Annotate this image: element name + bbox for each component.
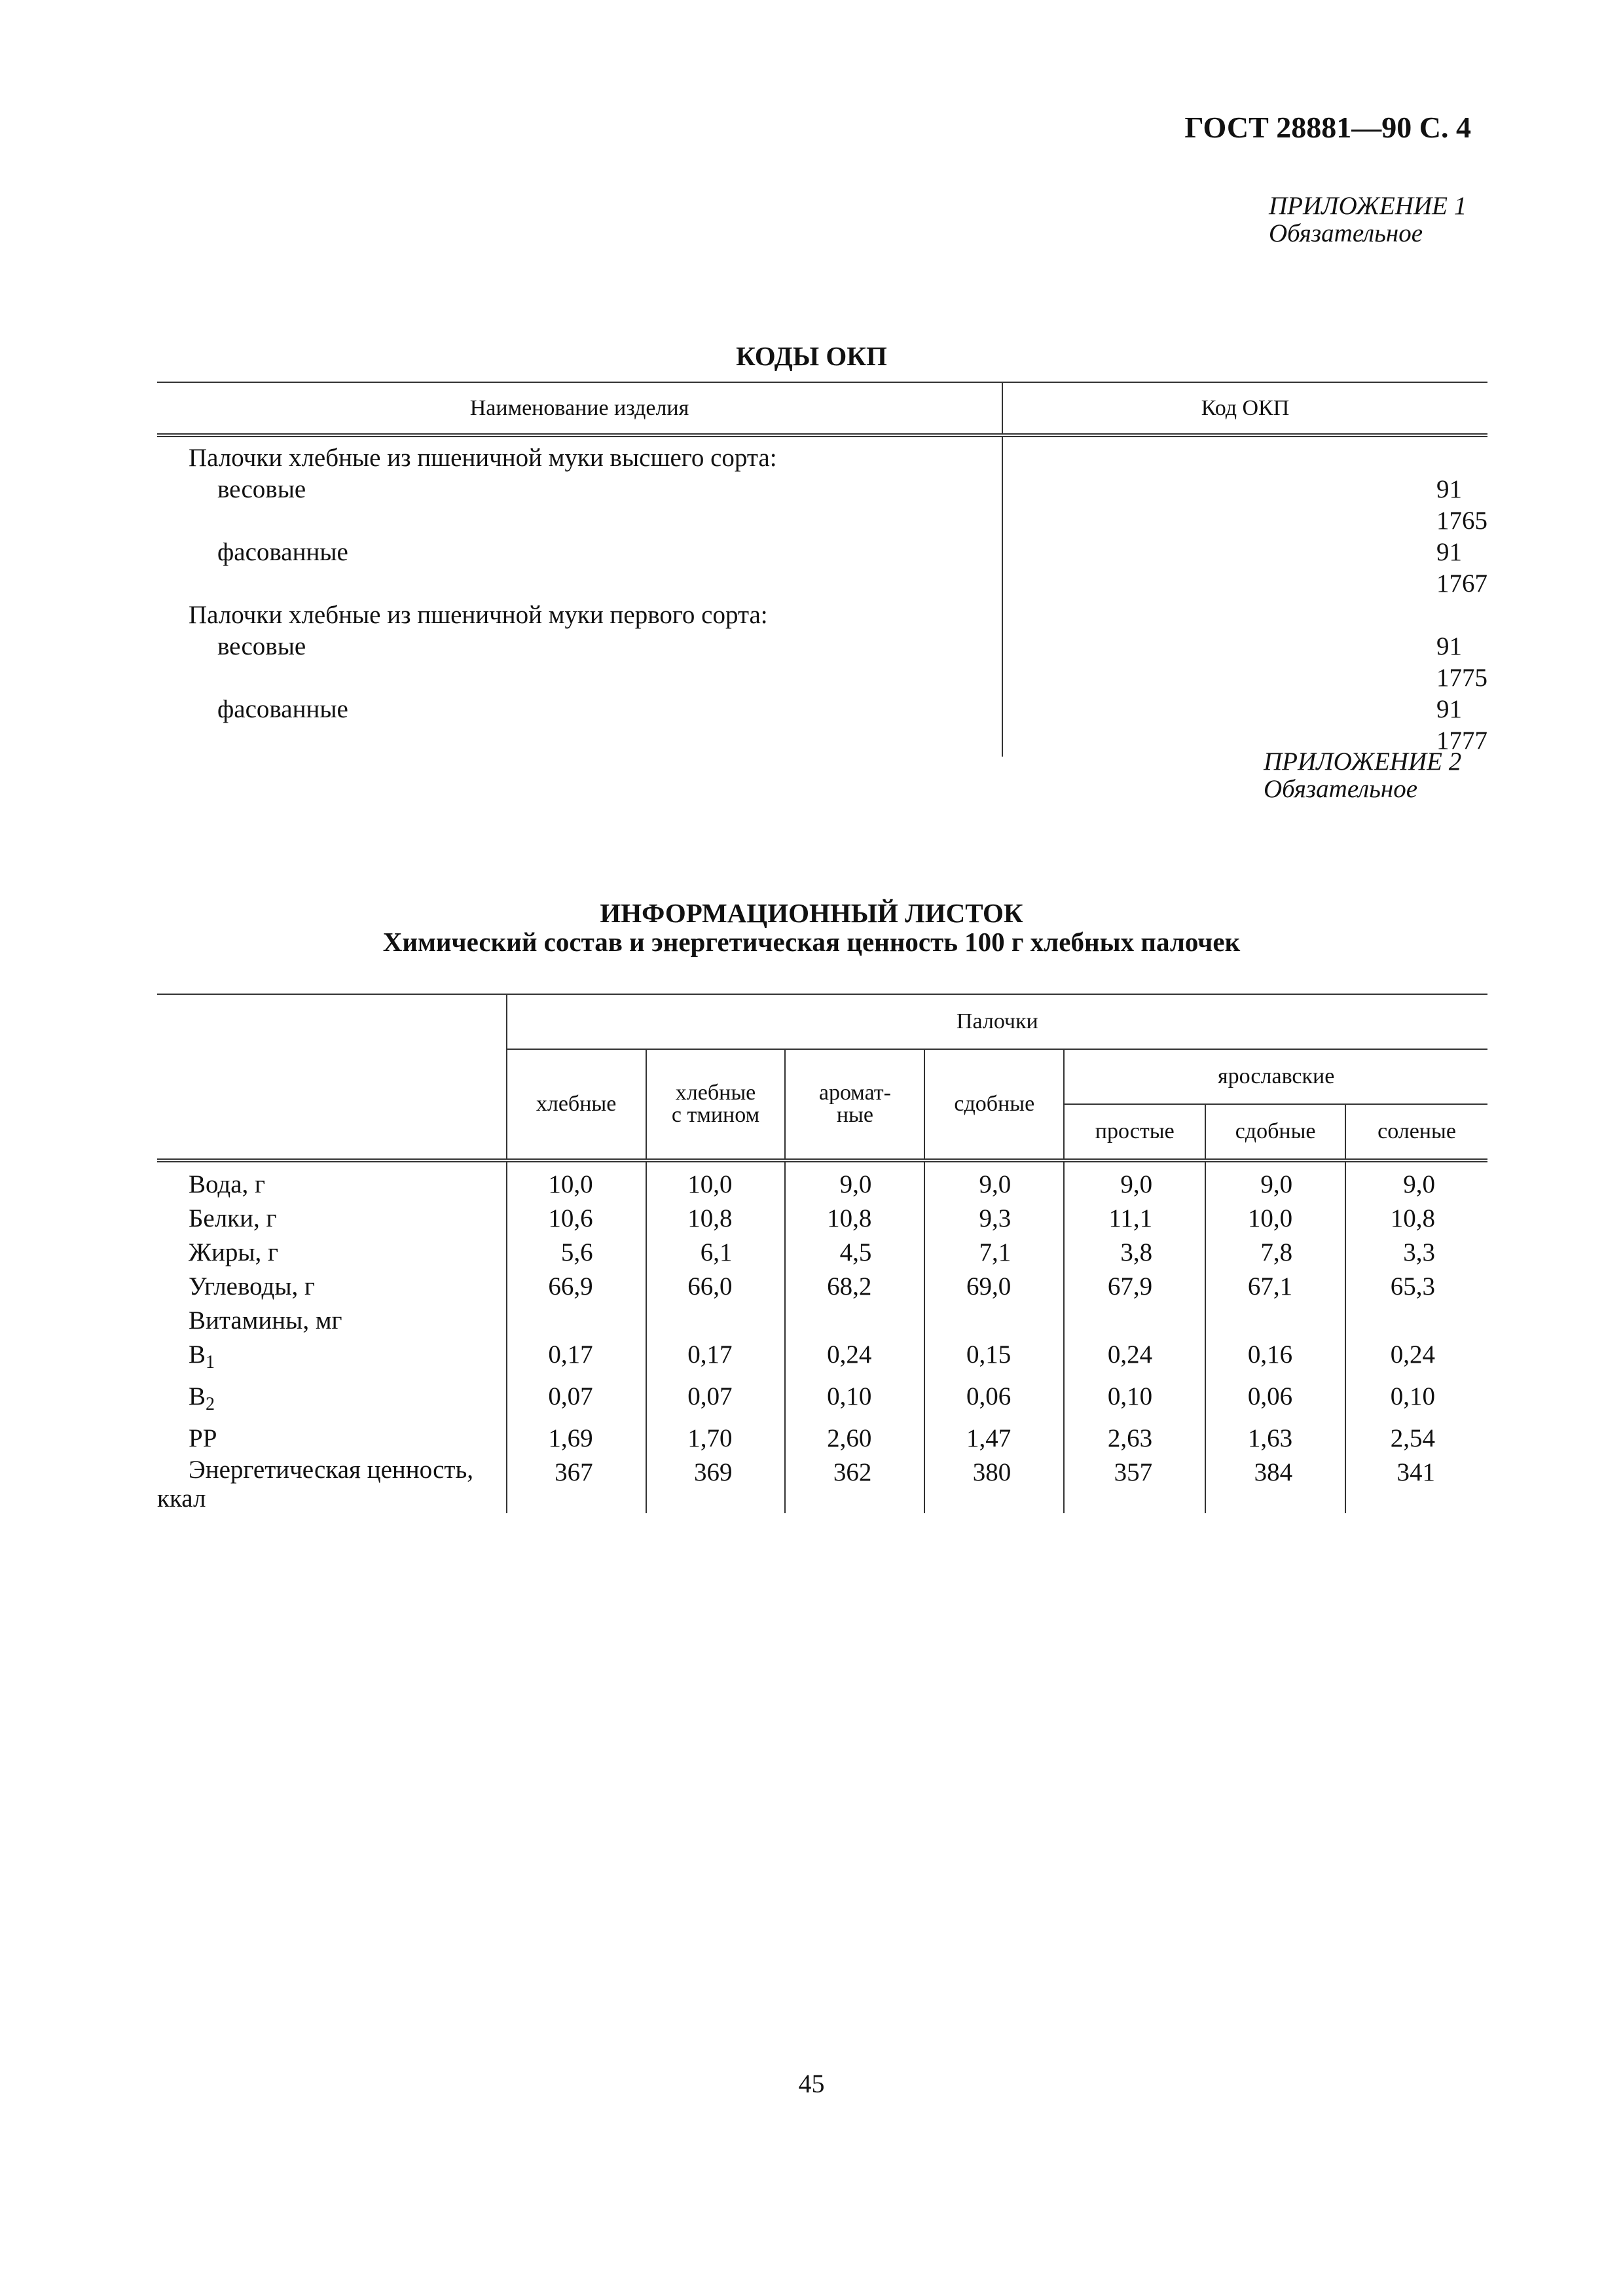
cell-value: 0,24 <box>1345 1338 1487 1380</box>
cell-value: 367 <box>507 1456 646 1513</box>
cell-value: 369 <box>646 1456 786 1513</box>
appendix-1-title: ПРИЛОЖЕНИЕ 1 <box>1269 192 1467 220</box>
cell-value: 1,70 <box>646 1422 786 1456</box>
cell-value: 9,0 <box>924 1160 1064 1202</box>
cell-value: 4,5 <box>785 1236 924 1270</box>
table-row <box>157 474 1487 537</box>
cell-value: 380 <box>924 1456 1064 1513</box>
cell-value: 0,17 <box>646 1338 786 1380</box>
cell-value: 69,0 <box>924 1270 1064 1304</box>
cell-value: 10,0 <box>507 1160 646 1202</box>
row-label: Вода, г <box>189 1170 266 1198</box>
composition-table-body <box>157 1160 1487 1513</box>
okp-col-name-header: Наименование изделия <box>157 382 1002 435</box>
cell-value: 65,3 <box>1345 1270 1487 1304</box>
table-row <box>157 1160 1487 1202</box>
okp-code: 91 1767 <box>1436 538 1487 598</box>
cell-value: 10,6 <box>507 1202 646 1236</box>
table-row <box>157 1380 1487 1422</box>
row-label: Жиры, г <box>189 1238 279 1266</box>
cell-value: 10,0 <box>646 1160 786 1202</box>
cell-value: 11,1 <box>1064 1202 1205 1236</box>
row-label: Энергетическая ценность, ккал <box>157 1456 473 1513</box>
cell-value: 357 <box>1064 1456 1205 1513</box>
table-row <box>157 1202 1487 1236</box>
cell-value: 7,1 <box>924 1236 1064 1270</box>
table-row <box>157 1338 1487 1380</box>
cell-value: 2,60 <box>785 1422 924 1456</box>
cell-value: 10,8 <box>785 1202 924 1236</box>
info-sheet-title: ИНФОРМАЦИОННЫЙ ЛИСТОК <box>600 898 1023 928</box>
cell-value: 10,8 <box>646 1202 786 1236</box>
cell-value: 3,3 <box>1345 1236 1487 1270</box>
cell-value: 0,24 <box>1064 1338 1205 1380</box>
product-name: фасованные <box>157 537 1002 600</box>
cell-value: 9,0 <box>1345 1160 1487 1202</box>
cell-value: 3,8 <box>1064 1236 1205 1270</box>
product-name: Палочки хлебные из пшеничной муки первого сорта: <box>157 600 1002 631</box>
cell-value: 1,69 <box>507 1422 646 1456</box>
cell-value: 0,10 <box>1064 1380 1205 1422</box>
group-header-sticks: Палочки <box>507 994 1487 1049</box>
col-header-aromatic-line1: аромат- <box>818 1081 891 1105</box>
table-row <box>157 1422 1487 1456</box>
table-row <box>157 435 1487 474</box>
col-header-aromatic <box>785 1049 924 1160</box>
cell-value <box>646 1304 786 1338</box>
composition-table <box>157 994 1487 1513</box>
cell-value: 6,1 <box>646 1236 786 1270</box>
cell-value: 362 <box>785 1456 924 1513</box>
col-header-caraway-line2: с тмином <box>671 1103 760 1127</box>
product-name: Палочки хлебные из пшеничной муки высшего сорта: <box>157 435 1002 474</box>
okp-col-code-header: Код ОКП <box>1002 382 1487 435</box>
product-name: весовые <box>157 474 1002 537</box>
cell-value <box>924 1304 1064 1338</box>
cell-value: 9,0 <box>785 1160 924 1202</box>
cell-value: 0,16 <box>1205 1338 1345 1380</box>
row-label: Витамины, мг <box>189 1306 342 1335</box>
col-header-yaroslavl-rich: сдобные <box>1205 1104 1345 1160</box>
info-sheet-subtitle: Химический состав и энергетическая ценность 100 г хлебных палочек <box>382 927 1241 957</box>
cell-value: 0,24 <box>785 1338 924 1380</box>
okp-codes-table <box>157 382 1487 757</box>
cell-value: 2,63 <box>1064 1422 1205 1456</box>
cell-value: 68,2 <box>785 1270 924 1304</box>
table-row <box>157 1304 1487 1338</box>
cell-value: 10,8 <box>1345 1202 1487 1236</box>
group-header-yaroslavl: ярославские <box>1064 1049 1487 1104</box>
cell-value: 67,9 <box>1064 1270 1205 1304</box>
product-name: фасованные <box>157 694 1002 757</box>
table-row <box>157 1270 1487 1304</box>
info-sheet-title-block <box>0 899 1623 956</box>
cell-value: 9,3 <box>924 1202 1064 1236</box>
appendix-2-status: Обязательное <box>1264 775 1418 803</box>
appendix-2-title: ПРИЛОЖЕНИЕ 2 <box>1264 747 1462 776</box>
row-label-subscript: 1 <box>206 1352 215 1372</box>
row-label-subscript: 2 <box>206 1394 215 1414</box>
cell-value: 0,10 <box>1345 1380 1487 1422</box>
okp-table-title: КОДЫ ОКП <box>736 341 887 371</box>
row-header-corner <box>157 994 507 1160</box>
table-row <box>157 1456 1487 1513</box>
cell-value: 10,0 <box>1205 1202 1345 1236</box>
cell-value: 9,0 <box>1064 1160 1205 1202</box>
cell-value: 2,54 <box>1345 1422 1487 1456</box>
cell-value: 9,0 <box>1205 1160 1345 1202</box>
col-header-aromatic-line2: ные <box>836 1103 873 1127</box>
okp-code <box>1002 600 1487 631</box>
row-label: PP <box>189 1424 217 1452</box>
col-header-salted: соленые <box>1345 1104 1487 1160</box>
cell-value: 1,63 <box>1205 1422 1345 1456</box>
row-label: $B_2$ <box>189 1382 215 1414</box>
row-label: Белки, г <box>189 1204 277 1232</box>
row-label: $B_1$ <box>189 1340 215 1372</box>
row-label: Углеводы, г <box>189 1272 316 1300</box>
cell-value: 66,9 <box>507 1270 646 1304</box>
cell-value <box>1064 1304 1205 1338</box>
cell-value: 0,06 <box>924 1380 1064 1422</box>
cell-value: 0,15 <box>924 1338 1064 1380</box>
okp-code <box>1002 435 1487 474</box>
cell-value: 66,0 <box>646 1270 786 1304</box>
cell-value: 384 <box>1205 1456 1345 1513</box>
col-header-plain: простые <box>1064 1104 1205 1160</box>
table-row <box>157 537 1487 600</box>
appendix-1-label <box>1269 192 1467 247</box>
cell-value <box>507 1304 646 1338</box>
table-row <box>157 600 1487 631</box>
col-header-rich: сдобные <box>924 1049 1064 1160</box>
cell-value: 7,8 <box>1205 1236 1345 1270</box>
cell-value <box>785 1304 924 1338</box>
appendix-1-status: Обязательное <box>1269 219 1423 247</box>
cell-value: 341 <box>1345 1456 1487 1513</box>
col-header-bread: хлебные <box>507 1049 646 1160</box>
cell-value <box>1205 1304 1345 1338</box>
okp-code: 91 1775 <box>1436 632 1487 692</box>
cell-value: 5,6 <box>507 1236 646 1270</box>
col-header-caraway <box>646 1049 786 1160</box>
document-header: ГОСТ 28881—90 С. 4 <box>1184 111 1471 144</box>
table-row <box>157 1236 1487 1270</box>
product-name: весовые <box>157 631 1002 694</box>
okp-code: 91 1765 <box>1436 475 1487 535</box>
okp-code: 91 1777 <box>1436 695 1487 755</box>
col-header-caraway-line1: хлебные <box>675 1081 756 1105</box>
table-row <box>157 631 1487 694</box>
cell-value: 0,07 <box>646 1380 786 1422</box>
cell-value: 67,1 <box>1205 1270 1345 1304</box>
cell-value <box>1345 1304 1487 1338</box>
cell-value: 0,07 <box>507 1380 646 1422</box>
cell-value: 0,10 <box>785 1380 924 1422</box>
cell-value: 1,47 <box>924 1422 1064 1456</box>
page-number: 45 <box>798 2069 825 2098</box>
cell-value: 0,17 <box>507 1338 646 1380</box>
appendix-2-label <box>1264 748 1461 803</box>
cell-value: 0,06 <box>1205 1380 1345 1422</box>
